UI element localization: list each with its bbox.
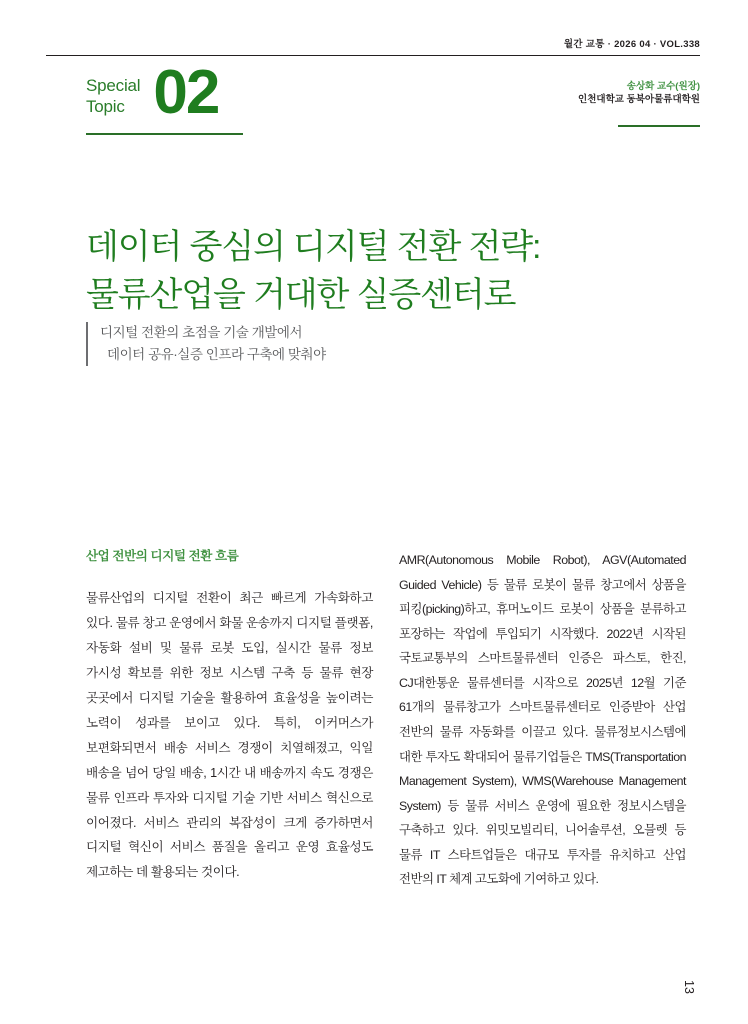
article-title-line2: 물류산업을 거대한 실증센터로 (86, 276, 516, 315)
article-column-right (399, 548, 686, 892)
author-affiliation: 인천대학교 동북아물류대학원 (578, 94, 700, 106)
special-topic-label (86, 70, 140, 117)
special-topic-block (86, 58, 219, 127)
author-name: 송상화 교수(원장) (626, 81, 700, 92)
masthead-divider (46, 55, 700, 56)
article-subtitle (86, 322, 326, 366)
article-section-heading: 산업 전반의 디지털 전환 흐름 (86, 549, 239, 563)
page-number: 13 (682, 980, 697, 994)
special-topic-number: 02 (153, 58, 219, 127)
author-underline (618, 125, 700, 127)
author-block (578, 80, 700, 106)
article-column-left (86, 548, 373, 892)
article-title-line1: 데이터 중심의 디지털 전환 전략: (86, 227, 541, 266)
special-topic-underline (86, 133, 243, 135)
special-topic-label-line1: Special (86, 76, 141, 95)
article-subtitle-line1: 디지털 전환의 초점을 기술 개발에서 (100, 325, 303, 340)
article-title (86, 223, 688, 320)
article-subtitle-line2: 데이터 공유·실증 인프라 구축에 맞춰야 (107, 346, 326, 362)
article-paragraph-right: AMR(Autonomous Mobile Robot), AGV(Automated Guided Vehicle) 등 물류 로봇이 물류 창고에서 상품을 피킹(picking)하고, 휴머노이드 로봇이 상품을 분류하고 포장하는 작업에 투입되기 시작했다. 2022년 시작된 국토교통부의 스마트물류센터 인증은 파스토, 한진, CJ대한통운 물류센터를 시작으로 2025년 12월 기준 61개의 물류창고가 스마트물류센터로 인증받아 산업 전반의 물류 자동화를 이끌고 있다. 물류정보시스템에 대한 투자도 확대되어 물류기업들은 TMS(Transportation Management System), WMS(Warehouse Management System) 등 물류 서비스 운영에 필요한 정보시스템을 구축하고 있다. 위밋모빌리티, 니어솔루션, 오믈렛 등 물류 IT 스타트업들은 대규모 투자를 유치하고 산업 전반의 IT 체계 고도화에 기여하고 있다. (399, 553, 686, 887)
article-body (86, 548, 686, 892)
article-paragraph-left: 물류산업의 디지털 전환이 최근 빠르게 가속화하고 있다. 물류 창고 운영에서 화물 운송까지 디지털 플랫폼, 자동화 설비 및 물류 로봇 도입, 실시간 물류 정보 가시성 확보를 위한 정보 시스템 구축 등 물류 현장 곳곳에서 디지털 기술을 활용하여 효율성을 높이려는 노력이 성과를 보이고 있다. 특히, 이커머스가 보편화되면서 배송 서비스 경쟁이 치열해졌고, 익일 배송을 넘어 당일 배송, 1시간 내 배송까지 속도 경쟁은 물류 인프라 투자와 디지털 기술 기반 서비스 혁신으로 이어졌다. 서비스 관리의 복잡성이 크게 증가하면서 디지털 혁신이 서비스 품질을 올리고 운영 효율성도 제고하는 데 활용되는 것이다. (86, 591, 373, 880)
special-topic-label-line2: Topic (86, 96, 125, 116)
masthead-issue-info: 월간 교통 · 2026 04 · VOL.338 (563, 39, 700, 50)
